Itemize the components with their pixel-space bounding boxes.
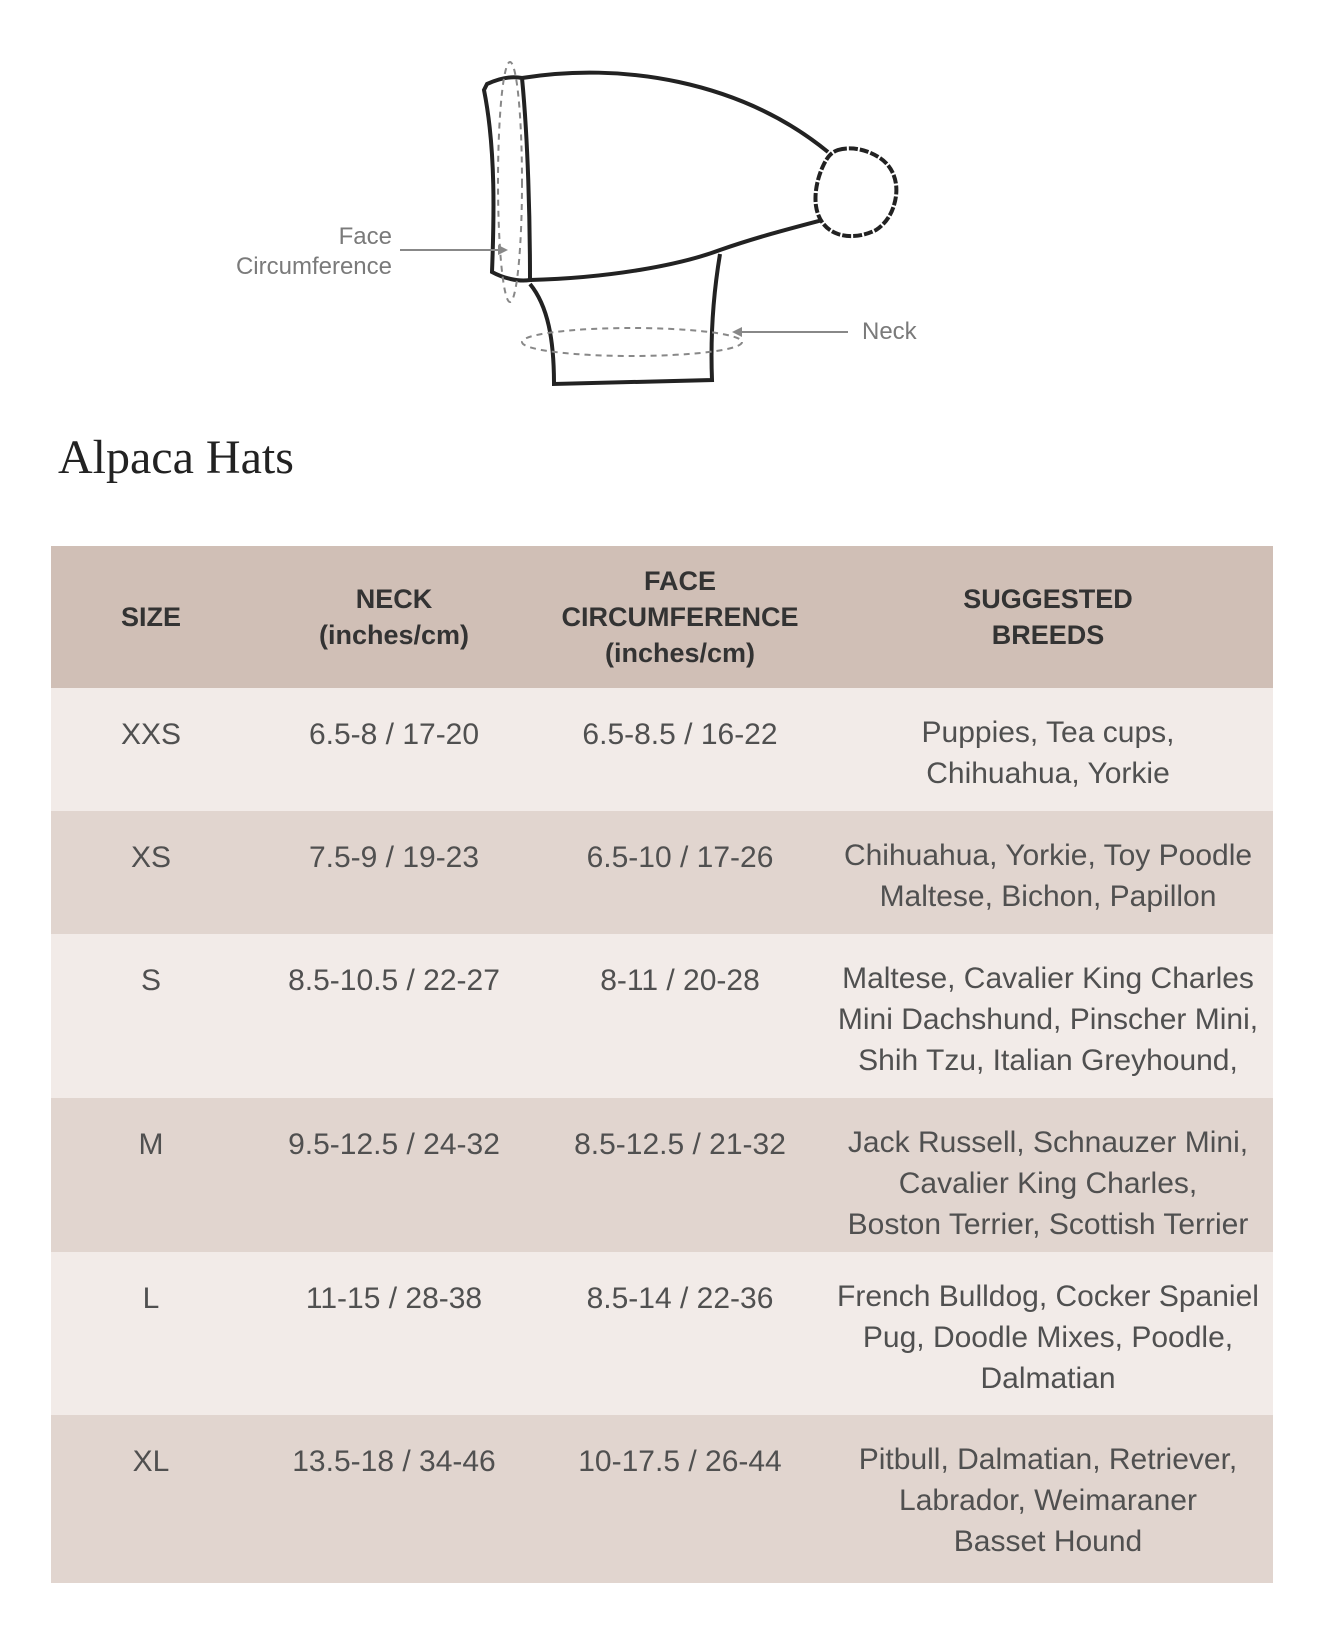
face-label-line1: Face [338,223,392,250]
table-header-row [51,546,1273,688]
neck-cell: 6.5-8 / 17-20 [251,688,537,811]
table-row [51,1415,1273,1583]
hat-illustration [0,0,1322,410]
hat-bottom-outline [530,218,830,280]
breeds-cell: French Bulldog, Cocker Spaniel Pug, Doodle Mixes, Poodle, Dalmatian [823,1252,1273,1415]
neck-cell: 13.5-18 / 34-46 [251,1415,537,1583]
face-cell: 8-11 / 20-28 [537,934,823,1098]
header-neck: NECK (inches/cm) [251,546,537,688]
face-cell: 10-17.5 / 26-44 [537,1415,823,1583]
header-face-circumference: FACE CIRCUMFERENCE (inches/cm) [537,546,823,688]
neck-label: Neck [862,318,917,345]
neck-arrow-head [732,327,742,337]
size-cell: XXS [51,688,251,811]
breeds-cell: Chihuahua, Yorkie, Toy Poodle Maltese, Bichon, Papillon [823,811,1273,934]
hat-body-outline [522,73,828,152]
size-cell: XS [51,811,251,934]
hat-diagram [0,0,1322,410]
face-cell: 6.5-10 / 17-26 [537,811,823,934]
breeds-cell: Puppies, Tea cups, Chihuahua, Yorkie [823,688,1273,811]
breeds-cell: Pitbull, Dalmatian, Retriever, Labrador, Weimaraner Basset Hound [823,1415,1273,1583]
face-cell: 8.5-12.5 / 21-32 [537,1098,823,1252]
table-row [51,1252,1273,1415]
header-suggested-breeds: SUGGESTED BREEDS [823,546,1273,688]
neck-cell: 9.5-12.5 / 24-32 [251,1098,537,1252]
neck-dashed-ellipse [522,328,742,356]
page-title: Alpaca Hats [58,431,294,484]
size-cell: XL [51,1415,251,1583]
table-row [51,688,1273,811]
face-cell: 8.5-14 / 22-36 [537,1252,823,1415]
size-cell: M [51,1098,251,1252]
header-size: SIZE [51,546,251,688]
neck-cell: 7.5-9 / 19-23 [251,811,537,934]
table-row [51,1098,1273,1252]
breeds-cell: Maltese, Cavalier King Charles Mini Dachshund, Pinscher Mini, Shih Tzu, Italian Greyhound, [823,934,1273,1098]
face-circumference-label [200,222,392,282]
pompom-outline [815,148,896,236]
table-row [51,934,1273,1098]
face-cell: 6.5-8.5 / 16-22 [537,688,823,811]
size-chart-table [51,546,1273,1583]
neck-cell: 8.5-10.5 / 22-27 [251,934,537,1098]
size-cell: L [51,1252,251,1415]
table-row [51,811,1273,934]
neck-cell: 11-15 / 28-38 [251,1252,537,1415]
face-label-line2: Circumference [235,253,392,280]
size-cell: S [51,934,251,1098]
breeds-cell: Jack Russell, Schnauzer Mini, Cavalier King Charles, Boston Terrier, Scottish Terrier [823,1098,1273,1252]
